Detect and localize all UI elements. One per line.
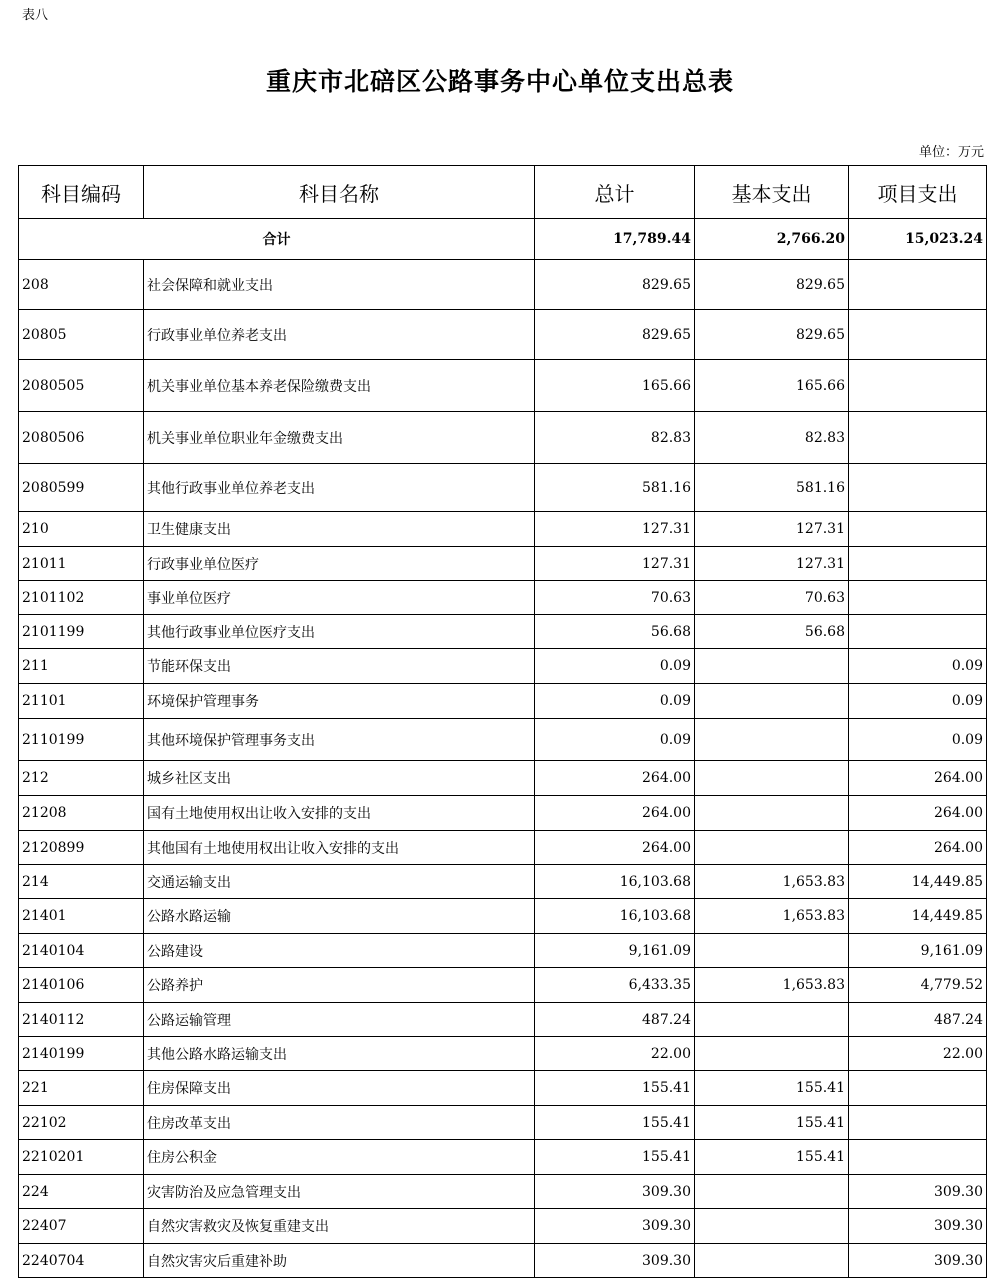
row-basic xyxy=(695,1244,849,1278)
row-basic xyxy=(695,1209,849,1244)
table-row xyxy=(19,1140,987,1175)
row-project: 4,779.52 xyxy=(849,968,987,1003)
row-name: 行政事业单位养老支出 xyxy=(144,310,535,360)
row-code: 2210201 xyxy=(19,1140,144,1175)
total-row xyxy=(19,219,987,260)
row-code: 211 xyxy=(19,649,144,684)
table-row xyxy=(19,260,987,310)
row-total: 70.63 xyxy=(535,581,695,615)
table-row xyxy=(19,968,987,1003)
row-total: 264.00 xyxy=(535,796,695,831)
row-code: 21011 xyxy=(19,547,144,581)
row-code: 22407 xyxy=(19,1209,144,1244)
row-basic: 127.31 xyxy=(695,512,849,547)
row-project: 309.30 xyxy=(849,1175,987,1209)
row-total: 0.09 xyxy=(535,719,695,761)
row-name: 自然灾害救灾及恢复重建支出 xyxy=(144,1209,535,1244)
row-total: 155.41 xyxy=(535,1106,695,1140)
row-name: 社会保障和就业支出 xyxy=(144,260,535,310)
row-project xyxy=(849,547,987,581)
row-project: 0.09 xyxy=(849,649,987,684)
row-project xyxy=(849,360,987,412)
row-total: 0.09 xyxy=(535,649,695,684)
table-row xyxy=(19,1106,987,1140)
row-code: 2140112 xyxy=(19,1003,144,1037)
row-code: 212 xyxy=(19,761,144,796)
row-code: 208 xyxy=(19,260,144,310)
row-total: 56.68 xyxy=(535,615,695,649)
row-basic xyxy=(695,796,849,831)
table-row xyxy=(19,934,987,968)
row-total: 16,103.68 xyxy=(535,899,695,934)
row-basic: 1,653.83 xyxy=(695,899,849,934)
header-total: 总计 xyxy=(535,166,695,219)
row-project xyxy=(849,1106,987,1140)
table-row xyxy=(19,1244,987,1278)
row-name: 城乡社区支出 xyxy=(144,761,535,796)
table-row xyxy=(19,581,987,615)
row-name: 公路水路运输 xyxy=(144,899,535,934)
row-total: 22.00 xyxy=(535,1037,695,1071)
table-row xyxy=(19,1209,987,1244)
table-row xyxy=(19,1037,987,1071)
total-total: 17,789.44 xyxy=(535,219,695,260)
table-row xyxy=(19,464,987,512)
table-row xyxy=(19,1003,987,1037)
row-basic: 1,653.83 xyxy=(695,968,849,1003)
row-project: 309.30 xyxy=(849,1244,987,1278)
row-total: 82.83 xyxy=(535,412,695,464)
row-basic: 127.31 xyxy=(695,547,849,581)
row-total: 264.00 xyxy=(535,831,695,865)
row-total: 264.00 xyxy=(535,761,695,796)
row-basic xyxy=(695,1003,849,1037)
table-row xyxy=(19,1175,987,1209)
row-code: 214 xyxy=(19,865,144,899)
row-total: 829.65 xyxy=(535,260,695,310)
row-basic xyxy=(695,649,849,684)
row-code: 2110199 xyxy=(19,719,144,761)
page-title: 重庆市北碚区公路事务中心单位支出总表 xyxy=(265,67,734,96)
row-code: 2101102 xyxy=(19,581,144,615)
row-basic: 829.65 xyxy=(695,260,849,310)
row-project: 14,449.85 xyxy=(849,899,987,934)
row-total: 309.30 xyxy=(535,1244,695,1278)
row-code: 2080505 xyxy=(19,360,144,412)
row-total: 155.41 xyxy=(535,1071,695,1106)
row-name: 行政事业单位医疗 xyxy=(144,547,535,581)
row-name: 其他行政事业单位养老支出 xyxy=(144,464,535,512)
row-basic: 155.41 xyxy=(695,1071,849,1106)
row-name: 其他环境保护管理事务支出 xyxy=(144,719,535,761)
row-name: 卫生健康支出 xyxy=(144,512,535,547)
row-name: 住房保障支出 xyxy=(144,1071,535,1106)
row-name: 其他国有土地使用权出让收入安排的支出 xyxy=(144,831,535,865)
row-name: 住房公积金 xyxy=(144,1140,535,1175)
table-row xyxy=(19,831,987,865)
row-total: 9,161.09 xyxy=(535,934,695,968)
total-basic: 2,766.20 xyxy=(695,219,849,260)
header-name: 科目名称 xyxy=(144,166,535,219)
row-project: 264.00 xyxy=(849,761,987,796)
row-code: 2101199 xyxy=(19,615,144,649)
table-row xyxy=(19,1071,987,1106)
row-basic: 1,653.83 xyxy=(695,865,849,899)
row-project: 0.09 xyxy=(849,684,987,719)
header-basic: 基本支出 xyxy=(695,166,849,219)
row-code: 21101 xyxy=(19,684,144,719)
expenditure-table xyxy=(18,165,987,1278)
row-total: 155.41 xyxy=(535,1140,695,1175)
row-code: 221 xyxy=(19,1071,144,1106)
row-name: 住房改革支出 xyxy=(144,1106,535,1140)
table-row xyxy=(19,761,987,796)
row-code: 21208 xyxy=(19,796,144,831)
table-row xyxy=(19,684,987,719)
row-code: 210 xyxy=(19,512,144,547)
table-number-label: 表八 xyxy=(22,8,49,23)
row-basic xyxy=(695,684,849,719)
row-basic: 155.41 xyxy=(695,1140,849,1175)
row-name: 其他行政事业单位医疗支出 xyxy=(144,615,535,649)
row-total: 127.31 xyxy=(535,547,695,581)
table-row xyxy=(19,310,987,360)
row-project: 487.24 xyxy=(849,1003,987,1037)
row-code: 20805 xyxy=(19,310,144,360)
row-total: 309.30 xyxy=(535,1209,695,1244)
row-name: 自然灾害灾后重建补助 xyxy=(144,1244,535,1278)
row-basic: 70.63 xyxy=(695,581,849,615)
row-total: 127.31 xyxy=(535,512,695,547)
row-code: 2140104 xyxy=(19,934,144,968)
row-name: 公路建设 xyxy=(144,934,535,968)
row-code: 2120899 xyxy=(19,831,144,865)
table-row xyxy=(19,360,987,412)
row-basic: 155.41 xyxy=(695,1106,849,1140)
row-name: 机关事业单位职业年金缴费支出 xyxy=(144,412,535,464)
row-total: 0.09 xyxy=(535,684,695,719)
header-project: 项目支出 xyxy=(849,166,987,219)
row-project xyxy=(849,615,987,649)
row-basic: 829.65 xyxy=(695,310,849,360)
row-name: 灾害防治及应急管理支出 xyxy=(144,1175,535,1209)
row-name: 环境保护管理事务 xyxy=(144,684,535,719)
row-basic xyxy=(695,934,849,968)
row-basic xyxy=(695,761,849,796)
row-name: 节能环保支出 xyxy=(144,649,535,684)
row-code: 2080599 xyxy=(19,464,144,512)
row-basic: 56.68 xyxy=(695,615,849,649)
row-name: 事业单位医疗 xyxy=(144,581,535,615)
row-basic xyxy=(695,831,849,865)
row-project xyxy=(849,260,987,310)
table-row xyxy=(19,899,987,934)
row-project xyxy=(849,464,987,512)
row-project xyxy=(849,1140,987,1175)
row-total: 16,103.68 xyxy=(535,865,695,899)
total-project: 15,023.24 xyxy=(849,219,987,260)
table-row xyxy=(19,512,987,547)
table-row xyxy=(19,547,987,581)
header-code: 科目编码 xyxy=(19,166,144,219)
table-row xyxy=(19,615,987,649)
table-row xyxy=(19,649,987,684)
table-row xyxy=(19,865,987,899)
row-name: 公路养护 xyxy=(144,968,535,1003)
total-label: 合计 xyxy=(19,219,535,260)
row-project: 22.00 xyxy=(849,1037,987,1071)
row-code: 22102 xyxy=(19,1106,144,1140)
row-project: 9,161.09 xyxy=(849,934,987,968)
row-project: 309.30 xyxy=(849,1209,987,1244)
row-code: 224 xyxy=(19,1175,144,1209)
unit-label: 单位：万元 xyxy=(918,145,984,160)
row-name: 国有土地使用权出让收入安排的支出 xyxy=(144,796,535,831)
row-code: 2240704 xyxy=(19,1244,144,1278)
row-code: 2080506 xyxy=(19,412,144,464)
row-basic: 82.83 xyxy=(695,412,849,464)
row-total: 829.65 xyxy=(535,310,695,360)
table-row xyxy=(19,412,987,464)
row-name: 机关事业单位基本养老保险缴费支出 xyxy=(144,360,535,412)
row-basic xyxy=(695,719,849,761)
row-code: 21401 xyxy=(19,899,144,934)
row-basic: 581.16 xyxy=(695,464,849,512)
row-total: 581.16 xyxy=(535,464,695,512)
row-project xyxy=(849,310,987,360)
row-project xyxy=(849,581,987,615)
row-total: 6,433.35 xyxy=(535,968,695,1003)
row-code: 2140199 xyxy=(19,1037,144,1071)
row-total: 309.30 xyxy=(535,1175,695,1209)
row-project: 264.00 xyxy=(849,831,987,865)
row-basic xyxy=(695,1037,849,1071)
row-name: 交通运输支出 xyxy=(144,865,535,899)
table-row xyxy=(19,719,987,761)
row-project xyxy=(849,512,987,547)
row-code: 2140106 xyxy=(19,968,144,1003)
row-project xyxy=(849,1071,987,1106)
row-name: 其他公路水路运输支出 xyxy=(144,1037,535,1071)
row-total: 165.66 xyxy=(535,360,695,412)
row-project xyxy=(849,412,987,464)
row-basic xyxy=(695,1175,849,1209)
header-row xyxy=(19,166,987,219)
row-basic: 165.66 xyxy=(695,360,849,412)
row-project: 264.00 xyxy=(849,796,987,831)
row-project: 14,449.85 xyxy=(849,865,987,899)
row-name: 公路运输管理 xyxy=(144,1003,535,1037)
row-total: 487.24 xyxy=(535,1003,695,1037)
row-project: 0.09 xyxy=(849,719,987,761)
table-row xyxy=(19,796,987,831)
